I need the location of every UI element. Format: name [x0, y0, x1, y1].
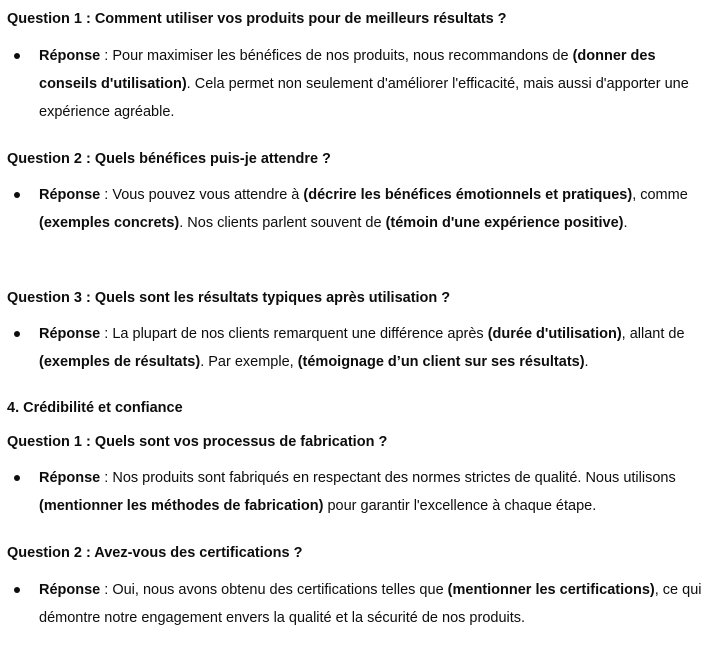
answer-placeholder: (durée d'utilisation) — [487, 326, 622, 342]
answer-placeholder: (mentionner les certifications) — [447, 582, 655, 598]
answer-placeholder: (mentionner les méthodes de fabrication) — [39, 498, 324, 514]
answer-separator: : — [100, 48, 113, 64]
bullet-icon — [14, 475, 20, 481]
answer-span: . — [623, 215, 628, 231]
answer-label: Réponse — [39, 582, 101, 598]
answer-label: Réponse — [39, 470, 101, 486]
answer-span: Vous pouvez vous attendre à — [112, 187, 304, 203]
answer-span: . — [584, 354, 589, 370]
bullet-icon — [14, 53, 20, 59]
answer-separator: : — [100, 582, 113, 598]
answer-placeholder: (exemples de résultats) — [39, 354, 201, 370]
answer-text — [39, 576, 717, 632]
answer-span: . Nos clients parlent souvent de — [179, 215, 386, 231]
bullet-icon — [14, 331, 20, 337]
answer-span: pour garantir l'excellence à chaque étape. — [323, 498, 597, 514]
answer-separator: : — [100, 470, 113, 486]
answer-span: La plupart de nos clients remarquent une différence après — [112, 326, 488, 342]
answer-label: Réponse — [39, 326, 101, 342]
question-heading: Question 2 : Avez-vous des certifications ? — [7, 545, 303, 561]
answer-placeholder: (témoin d'une expérience positive) — [385, 215, 624, 231]
answer-span: , allant de — [621, 326, 685, 342]
answer-text — [39, 42, 717, 126]
question-heading: Question 1 : Quels sont vos processus de fabrication ? — [7, 434, 388, 450]
answer-placeholder: (exemples concrets) — [39, 215, 180, 231]
question-heading: Question 3 : Quels sont les résultats typiques après utilisation ? — [7, 290, 451, 306]
bullet-icon — [14, 192, 20, 198]
section-heading: 4. Crédibilité et confiance — [7, 400, 183, 416]
answer-label: Réponse — [39, 187, 101, 203]
answer-span: , comme — [632, 187, 688, 203]
answer-span: . Par exemple, — [200, 354, 298, 370]
answer-span: Nos produits sont fabriqués en respectant des normes strictes de qualité. Nous utilisons — [112, 470, 676, 486]
answer-span: , ce qui démontre notre engagement envers la qualité et la sécurité de nos produits. — [39, 582, 702, 626]
answer-placeholder: (témoignage d’un client sur ses résultats) — [297, 354, 585, 370]
answer-span: Oui, nous avons obtenu des certifications telles que — [112, 582, 448, 598]
answer-text — [39, 320, 717, 376]
answer-text — [39, 181, 717, 237]
answer-placeholder: (donner des conseils d'utilisation) — [39, 48, 656, 92]
answer-span: . Cela permet non seulement d'améliorer l'efficacité, mais aussi d'apporter une expérience agréable. — [39, 76, 689, 120]
answer-span: Pour maximiser les bénéfices de nos produits, nous recommandons de — [112, 48, 573, 64]
answer-separator: : — [100, 187, 113, 203]
answer-label: Réponse — [39, 48, 101, 64]
answer-placeholder: (décrire les bénéfices émotionnels et pratiques) — [303, 187, 633, 203]
question-heading: Question 2 : Quels bénéfices puis-je attendre ? — [7, 151, 331, 167]
answer-text — [39, 464, 717, 520]
question-heading: Question 1 : Comment utiliser vos produits pour de meilleurs résultats ? — [7, 11, 507, 27]
bullet-icon — [14, 587, 20, 593]
answer-separator: : — [100, 326, 113, 342]
